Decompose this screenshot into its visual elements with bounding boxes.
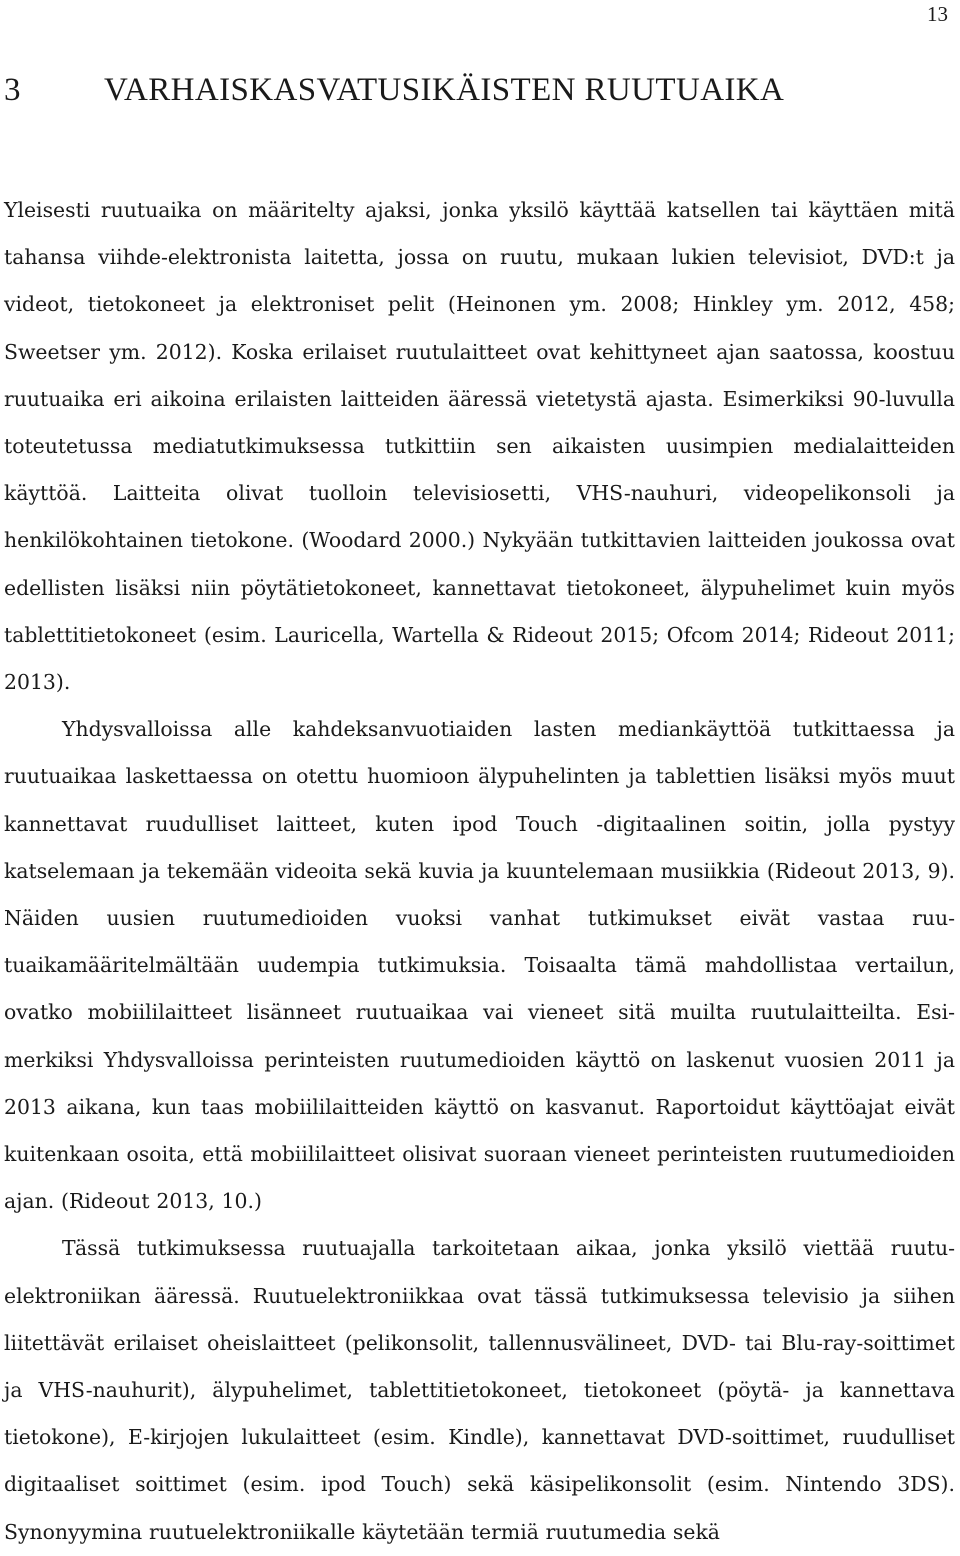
paragraph-us-research: Yhdysvalloissa alle kahdeksanvuotiaiden lasten mediankäyttöä tutkittaessa ja ruutuaikaa laskettaessa on otettu huomioon älypuhelinten ja tablettien lisäksi myös muut kannettavat ruudulliset laitteet, kuten ipod Touch -digitaalinen soitin, jolla pystyy katselemaan ja tekemään videoita sekä kuvia ja kuuntelemaan musiikkia (Rideout 2013, 9). Näiden uusien ruutumedioiden vuoksi vanhat tutkimukset eivät vastaa ruutuaikamääritelmältään uudempia tutkimuksia. Toisaalta tämä mahdollistaa vertailun, ovatko mobiililaitteet lisänneet ruutuaikaa vai vieneet sitä muilta ruutulaitteilta. Esimerkiksi Yhdysvalloissa perinteisten ruutumedioiden käyttö on laskenut vuosien 2011 ja 2013 aikana, kun taas mobiililaitteiden käyttö on kasvanut. Raportoidut käyttöajat eivät kuitenkaan osoita, että mobiililaitteet olisivat suoraan vieneet perinteisten ruutumedioiden ajan. (Rideout 2013, 10.)	[4, 717, 955, 1214]
chapter-heading	[4, 72, 952, 109]
body-text	[4, 187, 955, 1556]
chapter-title: VARHAISKASVATUSIKÄISTEN RUUTUAIKA	[104, 72, 785, 108]
page-number: 13	[927, 2, 948, 26]
paragraph-definition: Yleisesti ruutuaika on määritelty ajaksi, jonka yksilö käyttää katsellen tai käyttäen mitä tahansa viihde-elektronista laitetta, jossa on ruutu, mukaan lukien televisiot, DVD:t ja videot, tietokoneet ja elektroniset pelit (Heinonen ym. 2008; Hinkley ym. 2012, 458; Sweetser ym. 2012). Koska erilaiset ruutulaitteet ovat kehittyneet ajan saatossa, koostuu ruutuaika eri aikoina erilaisten laitteiden ääressä vietetystä ajasta. Esimerkiksi 90-luvulla toteutetussa mediatutkimuksessa tutkittiin sen aikaisten uusimpien medialaitteiden käyttöä. Laitteita olivat tuolloin televisiosetti, VHS-nauhuri, videopelikonsoli ja henkilökohtainen tietokone. (Woodard 2000.) Nykyään tutkittavien laitteiden joukossa ovat edellisten lisäksi niin pöytätietokoneet, kannettavat tietokoneet, älypuhelimet kuin myös tablettitietokoneet (esim. Lauricella, Wartella & Rideout 2015; Ofcom 2014; Rideout 2011; 2013).	[4, 198, 955, 695]
paragraph-study-definition: Tässä tutkimuksessa ruutuajalla tarkoitetaan aikaa, jonka yksilö viettää ruutuelektroniikan ääressä. Ruutuelektroniikkaa ovat tässä tutkimuksessa televisio ja siihen liitettävät erilaiset oheislaitteet (pelikonsolit, tallennusvälineet, DVD- tai Blu-ray-soittimet ja VHS-nauhurit), älypuhelimet, tablettitietokoneet, tietokoneet (pöytä- ja kannettava tietokone), E-kirjojen lukulaitteet (esim. Kindle), kannettavat DVD-soittimet, ruudulliset digitaaliset soittimet (esim. ipod Touch) sekä käsipelikonsolit (esim. Nintendo 3DS). Synonyymina ruutuelektroniikalle käytetään termiä ruutumedia sekä	[4, 1236, 955, 1544]
chapter-number: 3	[4, 72, 21, 108]
